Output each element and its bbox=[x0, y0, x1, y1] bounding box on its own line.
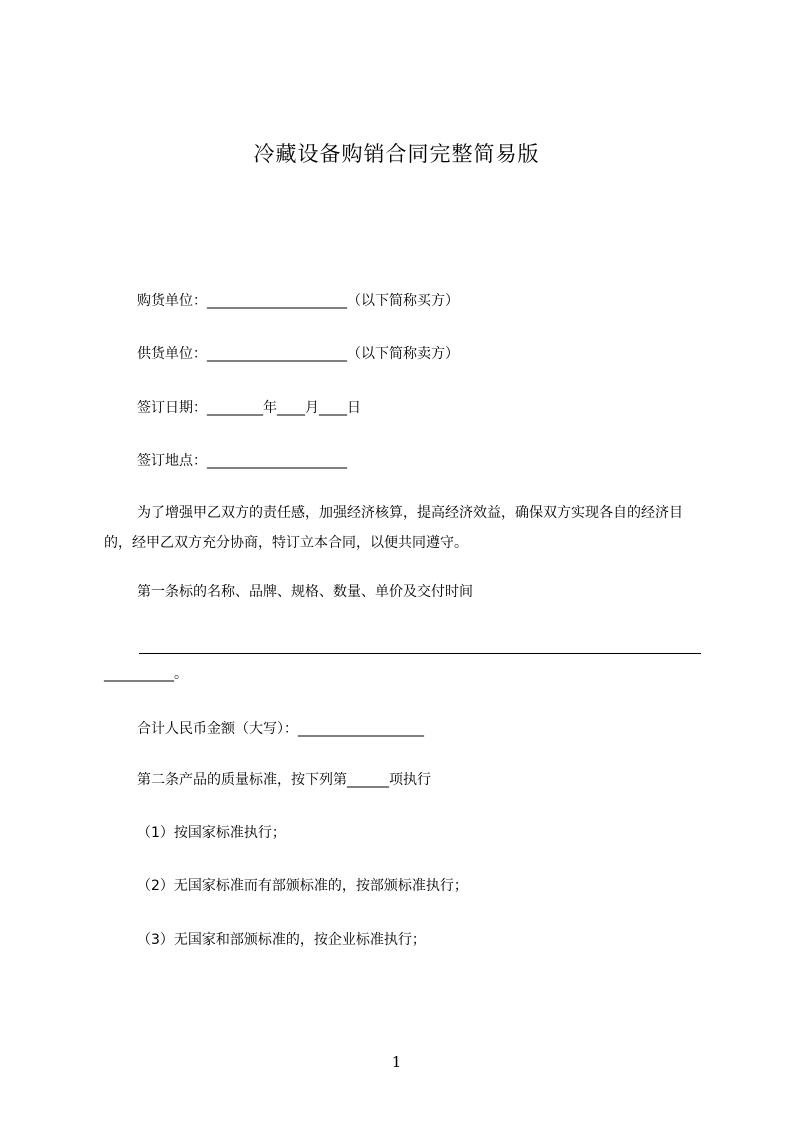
place-line: 签订地点：____________________ bbox=[137, 453, 347, 469]
seller-line: 供货单位：____________________（以下简称卖方） bbox=[137, 346, 459, 362]
date-line: 签订日期：________年____月____日 bbox=[137, 400, 361, 416]
standard-item-1: （1）按国家标准执行； bbox=[137, 825, 286, 841]
total-amount-line: 合计人民币金额（大写）：__________________ bbox=[137, 721, 424, 737]
article1-blank-end: __________。 bbox=[104, 666, 188, 682]
article1-heading: 第一条标的名称、品牌、规格、数量、单价及交付时间 bbox=[137, 584, 473, 600]
article2-heading: 第二条产品的质量标准，按下列第______项执行 bbox=[137, 772, 431, 788]
article1-blank-rule bbox=[139, 653, 701, 654]
standard-item-2: （2）无国家标准而有部颁标准的，按部颁标准执行； bbox=[137, 878, 468, 894]
intro-paragraph: 为了增强甲乙双方的责任感，加强经济核算，提高经济效益，确保双方实现各自的经济目的，经甲乙双方充分协商，特订立本合同，以便共同遵守。 bbox=[104, 505, 683, 551]
page-number: 1 bbox=[391, 1053, 402, 1071]
document-title: 冷藏设备购销合同完整简易版 bbox=[253, 142, 540, 166]
buyer-line: 购货单位：____________________（以下简称买方） bbox=[137, 293, 459, 309]
standard-item-3: （3）无国家和部颁标准的，按企业标准执行； bbox=[137, 932, 426, 948]
